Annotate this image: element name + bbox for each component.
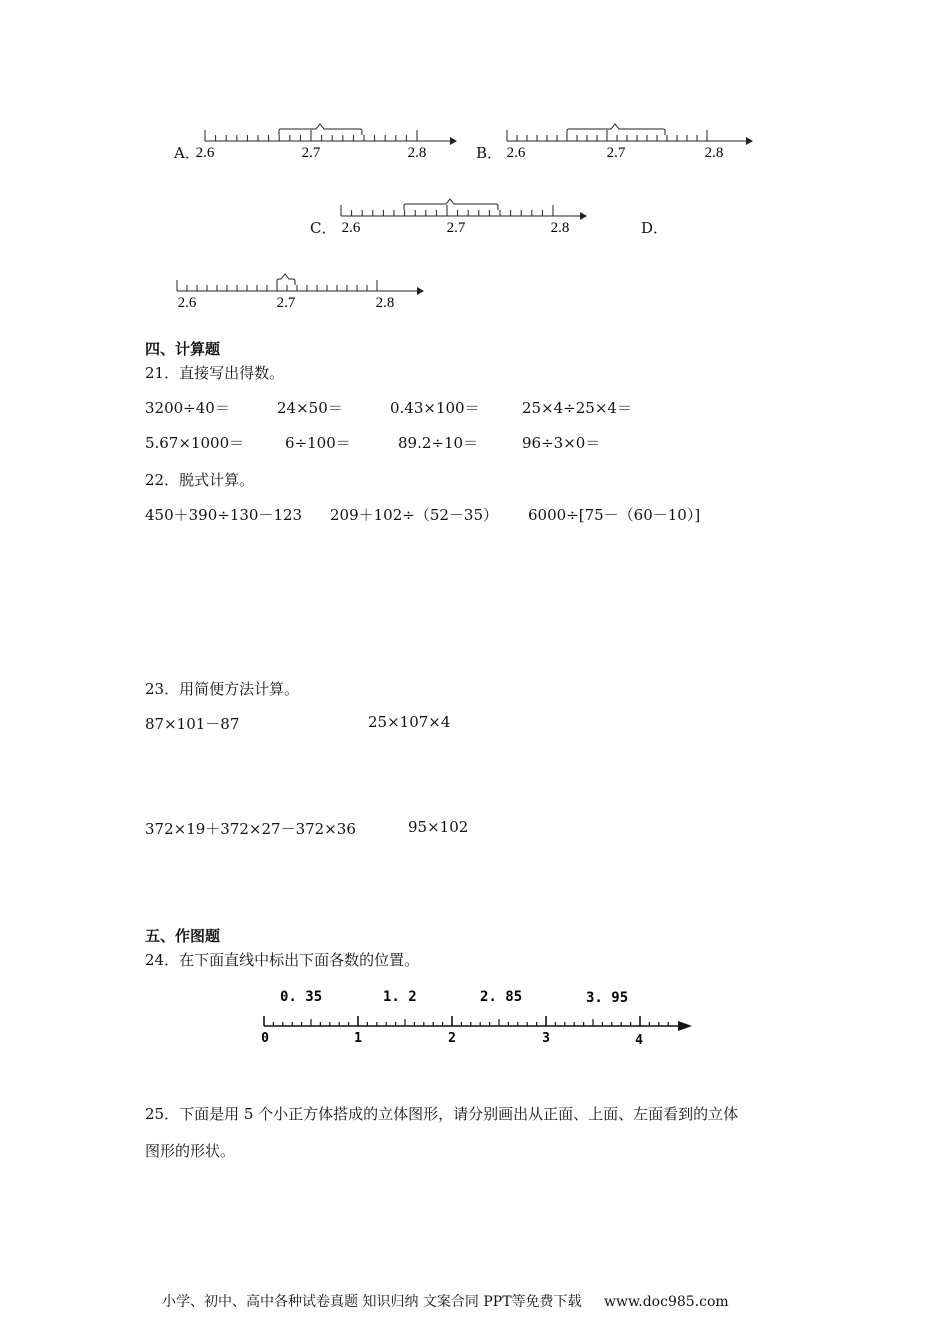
tick-label: 4	[635, 1033, 643, 1048]
arrow-head	[580, 212, 587, 220]
range-brace	[404, 199, 498, 210]
q23-prompt: 23．用简便方法计算。	[145, 680, 300, 698]
tick-label: 2.7	[301, 145, 321, 161]
tick-label: 2.8	[550, 220, 570, 236]
q24-prompt: 24．在下面直线中标出下面各数的位置。	[145, 951, 420, 969]
tick-label: 3	[542, 1031, 550, 1046]
q25-line1: 25．下面是用 5 个小正方体搭成的立体图形，请分别画出从正面、上面、左面看到的立体	[145, 1105, 739, 1123]
number-line-ticks	[264, 1016, 682, 1026]
q21-item: 5.67×1000＝	[145, 434, 245, 452]
option-b-number-line	[497, 120, 762, 165]
number-line-ticks	[177, 280, 419, 291]
minor-ticks	[273, 1019, 668, 1026]
tick-label: 2.7	[606, 145, 626, 161]
section5-title: 五、作图题	[145, 927, 221, 945]
q22-prompt: 22．脱式计算。	[145, 471, 255, 489]
q21-prompt: 21．直接写出得数。	[145, 364, 285, 382]
option-c-number-line	[331, 195, 596, 240]
option-c-label: C．	[310, 219, 337, 237]
q21-item: 3200÷40＝	[145, 399, 230, 417]
page-footer	[162, 1291, 729, 1311]
footer-text: 小学、初中、高中各种试卷真题 知识归纳 文案合同 PPT等免费下载	[162, 1294, 582, 1310]
number-line-ticks	[205, 130, 450, 141]
section4-title: 四、计算题	[145, 340, 221, 358]
tick-label: 1	[354, 1031, 362, 1046]
q21-item: 24×50＝	[277, 399, 343, 417]
q25-line2: 图形的形状。	[145, 1142, 236, 1160]
number-line-ticks	[341, 205, 581, 216]
number-line-ticks	[507, 130, 752, 141]
tick-label: 2.8	[704, 145, 724, 161]
arrow-head	[678, 1021, 692, 1031]
q21-item: 6÷100＝	[285, 434, 351, 452]
footer-url[interactable]: www.doc985.com	[603, 1294, 729, 1310]
q24-number-line	[250, 980, 710, 1052]
option-d-number-line	[167, 270, 432, 315]
tick-label: 2.6	[341, 220, 361, 236]
option-b-label: B．	[476, 144, 503, 162]
tick-label: 2.6	[195, 145, 215, 161]
q23-item: 95×102	[408, 818, 469, 836]
range-brace	[567, 124, 665, 135]
q21-item: 25×4÷25×4＝	[522, 399, 632, 417]
value-label: 0. 35	[280, 989, 323, 1005]
q23-item: 25×107×4	[368, 713, 451, 731]
option-a-number-line	[195, 120, 460, 165]
tick-label: 2	[448, 1031, 456, 1046]
q22-item: 209＋102÷（52－35）	[330, 506, 499, 524]
q22-item: 6000÷[75－（60－10）]	[528, 506, 701, 524]
value-label: 1. 2	[383, 989, 417, 1005]
option-d-label: D．	[641, 219, 669, 237]
tick-label: 0	[261, 1031, 269, 1046]
q23-item: 372×19＋372×27－372×36	[145, 820, 356, 838]
tick-label: 2.8	[375, 295, 395, 311]
arrow-head	[450, 137, 457, 145]
range-brace	[277, 274, 295, 285]
tick-label: 2.6	[506, 145, 526, 161]
option-a-label: A．	[174, 144, 200, 162]
tick-label: 2.7	[446, 220, 466, 236]
q23-item: 87×101－87	[145, 715, 240, 733]
tick-label: 2.6	[177, 295, 197, 311]
arrow-head	[746, 137, 753, 145]
value-label: 3. 95	[586, 990, 629, 1006]
arrow-head	[417, 287, 424, 295]
range-brace	[279, 124, 362, 135]
q21-item: 0.43×100＝	[390, 399, 480, 417]
tick-label: 2.8	[407, 145, 427, 161]
tick-label: 2.7	[276, 295, 296, 311]
q21-item: 96÷3×0＝	[522, 434, 601, 452]
q22-item: 450＋390÷130－123	[145, 506, 303, 524]
q21-item: 89.2÷10＝	[398, 434, 479, 452]
value-label: 2. 85	[480, 989, 523, 1005]
